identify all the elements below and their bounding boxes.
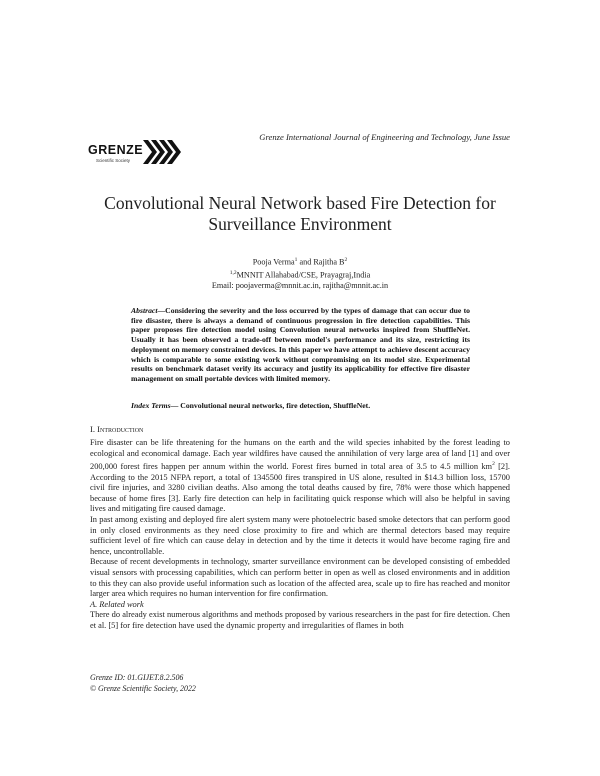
email-line: Email: poojaverma@mnnit.ac.in, rajitha@mnnit.ac.in [211,281,389,291]
section-heading-introduction [90,424,143,434]
affiliation-line [0,268,600,281]
paragraph-2: In past among existing and deployed fire alert system many were photoelectric based smoke detectors that can perform good in only closed environments as they need close proximity to fire and which are thermal detectors based may require sufficient level of fire which can cause delay in detection and by the time it detects it would have become raging fire and hence, uncontrollable. [90,514,510,556]
superscript-2: 2 [492,461,495,468]
author-line [0,255,600,268]
chevrons-icon [143,137,185,167]
affiliation: MNNIT Allahabad/CSE, Prayagraj,India [236,270,371,280]
section-title: Introduction [97,424,144,434]
index-terms [131,401,470,410]
index-terms-text: Convolutional neural networks, fire detection, ShuffleNet. [180,401,371,410]
paragraph-3: Because of recent developments in technology, smarter surveillance environment can be developed consisting of embedded visual sensors with processing capabilities, which can perform better in open as well as closed environments and in addition to this they can also provide useful information such as location of the affected area, scale up to fire has reached and monitor larger area which requires no human intervention for fire confirmation. [90,557,510,599]
section-number: I. [90,424,98,434]
paragraph-1 [90,438,510,515]
page-footer [90,673,196,694]
author-block [0,255,600,291]
affiliation-sup: 1,2 [229,269,237,276]
author-2: Rajitha B [313,257,345,267]
grenze-id: Grenze ID: 01.GIJET.8.2.506 [90,673,184,682]
paper-title: Convolutional Neural Network based Fire Detection for Surveillance Environment [104,193,496,234]
abstract [131,306,470,384]
abstract-text: Considering the severity and the loss occurred by the types of damage that can occur due to fire disaster, there is always a demand of continuous progression in fire detection capabilities. This paper proposes fire detection model using Convolution neural networks inspired from ShuffleNet. Usually it has been observed a trade-off between model's performance and its size, restricting its deployment on memory constrained devices. In this paper we have attempt to achieve descent accuracy which is comparable to some existing work without compromising on its model size. Experimental results on benchmark dataset verify its accuracy and justify its applicability for effective fire disaster management on small portable devices with limited memory. [131,306,470,383]
paragraph-4: There do already exist numerous algorithms and methods proposed by various researchers in the past for fire detection. Chen et al. [5] for fire detection have used the dynamic property and irregularities of flames in both [90,610,510,630]
paragraph-1-part-a: Fire disaster can be life threatening for the humans on the earth and the wild species inhabited by the forest leading to ecological and economical damage. Each year wildfires have caused the annihilation of very large area of land [1] and over 200,000 forest fires happen per annum within the world. Forest fires burned in total area of 3.5 to 4.5 million km [90,438,510,471]
author-2-sup: 2 [344,257,348,263]
author-1: Pooja Verma [252,257,295,267]
index-terms-label: Index Terms [131,401,171,410]
logo-wordmark: GRENZE [88,143,144,157]
copyright: © Grenze Scientific Society, 2022 [90,683,196,693]
grenze-logo [88,137,183,173]
journal-name: Grenze International Journal of Engineering and Technology, June Issue [259,132,510,142]
paragraph-1-part-b: [2]. According to the 2015 NFPA report, a total of 1345500 fires transpired in US alone, resulted in $14.3 billion loss, 15700 civil fire injuries, and 3280 civilian deaths. Also among the total deaths caused by fire, 78% were those which happened because of home fires [3]. Early fire detection can help in facilitating quick response which will also be helpful in saving lives and mitigating fire caused damage. [90,461,510,514]
abstract-dash: — [157,306,166,315]
body-text [90,438,510,631]
abstract-label: Abstract [131,306,158,315]
index-terms-dash: — [170,401,181,410]
author-1-sup: 1 [294,257,298,263]
logo-subtitle: Scientific Society [96,158,131,163]
subsection-heading-related-work: A. Related work [90,599,144,609]
author-and: and [297,257,314,267]
